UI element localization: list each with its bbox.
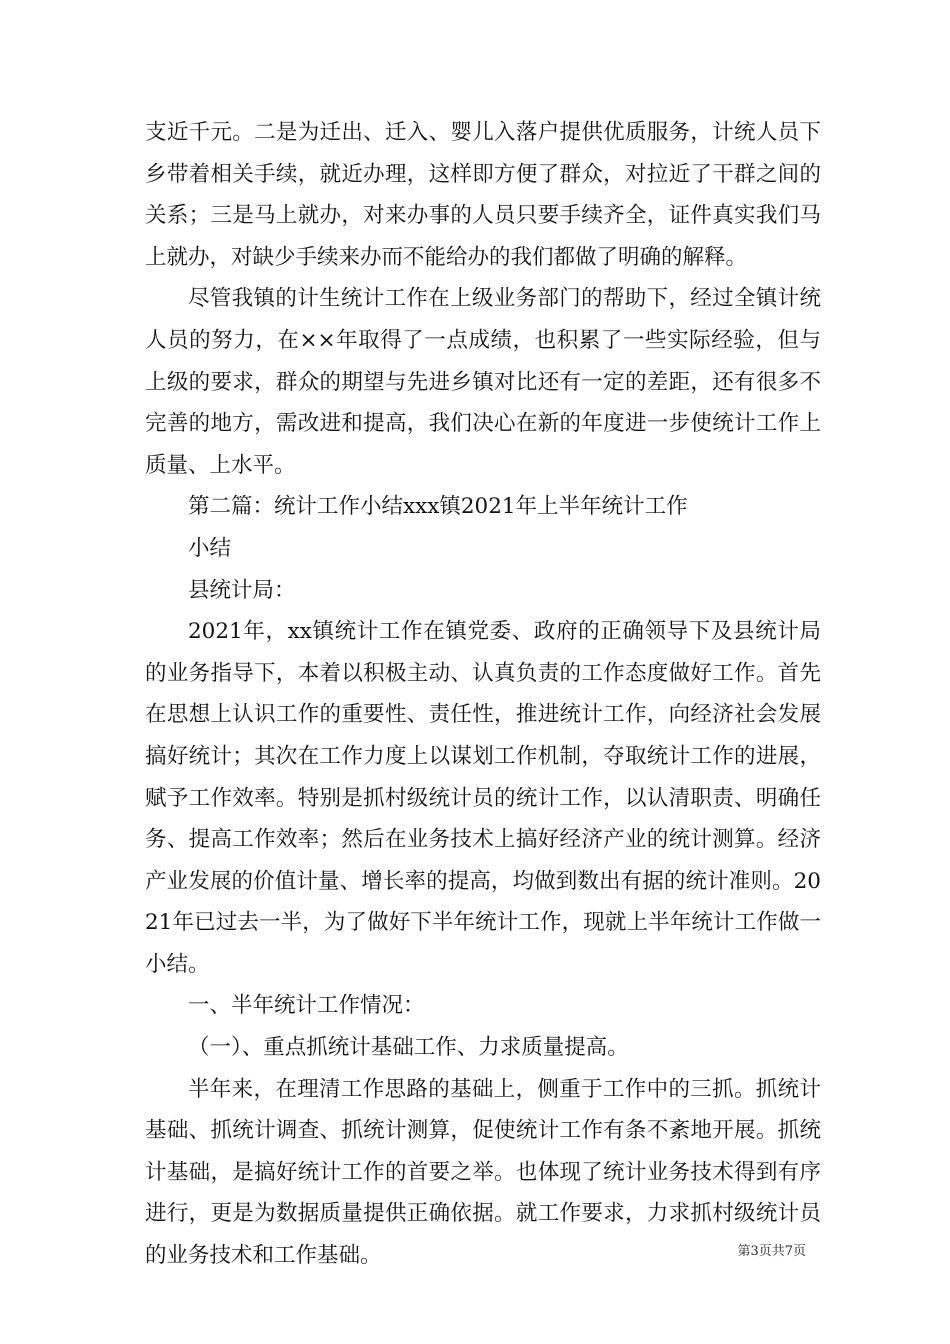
paragraph-4: 半年来，在理清工作思路的基础上，侧重于工作中的三抓。抓统计基础、抓统计调查、抓统计测算，促使统计工作有条不紊地开展。抓统计基础，是搞好统计工作的首要之举。也体现了统计业务技术得到有序进行，更是为数据质量提供正确依据。就工作要求，力求抓村级统计员的业务技术和工作基础。 [145,1076,821,1269]
section-title-line-1: 第二篇：统计工作小结xxx镇2021年上半年统计工作 [188,494,688,520]
subsection-heading: （一）、重点抓统计基础工作、力求质量提高。 [188,1035,629,1061]
paragraph-1: 支近千元。二是为迁出、迁入、婴儿入落户提供优质服务，计统人员下乡带着相关手续，就近办理，这样即方便了群众，对拉近了干群之间的关系；三是马上就办，对来办事的人员只要手续齐全，证件真实我们马上就办，对缺少手续来办而不能给办的我们都做了明确的解释。 [145,120,821,270]
section-heading: 一、半年统计工作情况： [188,993,425,1019]
page-number: 第3页共7页 [737,1244,806,1259]
section-title-line-2: 小结 [188,535,232,561]
paragraph-2: 尽管我镇的计生统计工作在上级业务部门的帮助下，经过全镇计统人员的努力，在××年取得了一点成绩，也积累了一些实际经验，但与上级的要求，群众的期望与先进乡镇对比还有一定的差距，还有很多不完善的地方，需改进和提高，我们决心在新的年度进一步使统计工作上质量、上水平。 [145,286,821,478]
paragraph-3: 2021年，xx镇统计工作在镇党委、政府的正确领导下及县统计局的业务指导下，本着以积极主动、认真负责的工作态度做好工作。首先在思想上认识工作的重要性、责任性，推进统计工作，向经济社会发展搞好统计；其次在工作力度上以谋划工作机制，夺取统计工作的进展，赋予工作效率。特别是抓村级统计员的统计工作，以认清职责、明确任务、提高工作效率；然后在业务技术上搞好经济产业的统计测算。经济产业发展的价值计量、增长率的提高，均做到数出有据的统计准则。2021年已过去一半，为了做好下半年统计工作，现就上半年统计工作做一小结。 [145,619,821,977]
salutation: 县统计局： [188,577,296,603]
document-body [145,112,821,1277]
